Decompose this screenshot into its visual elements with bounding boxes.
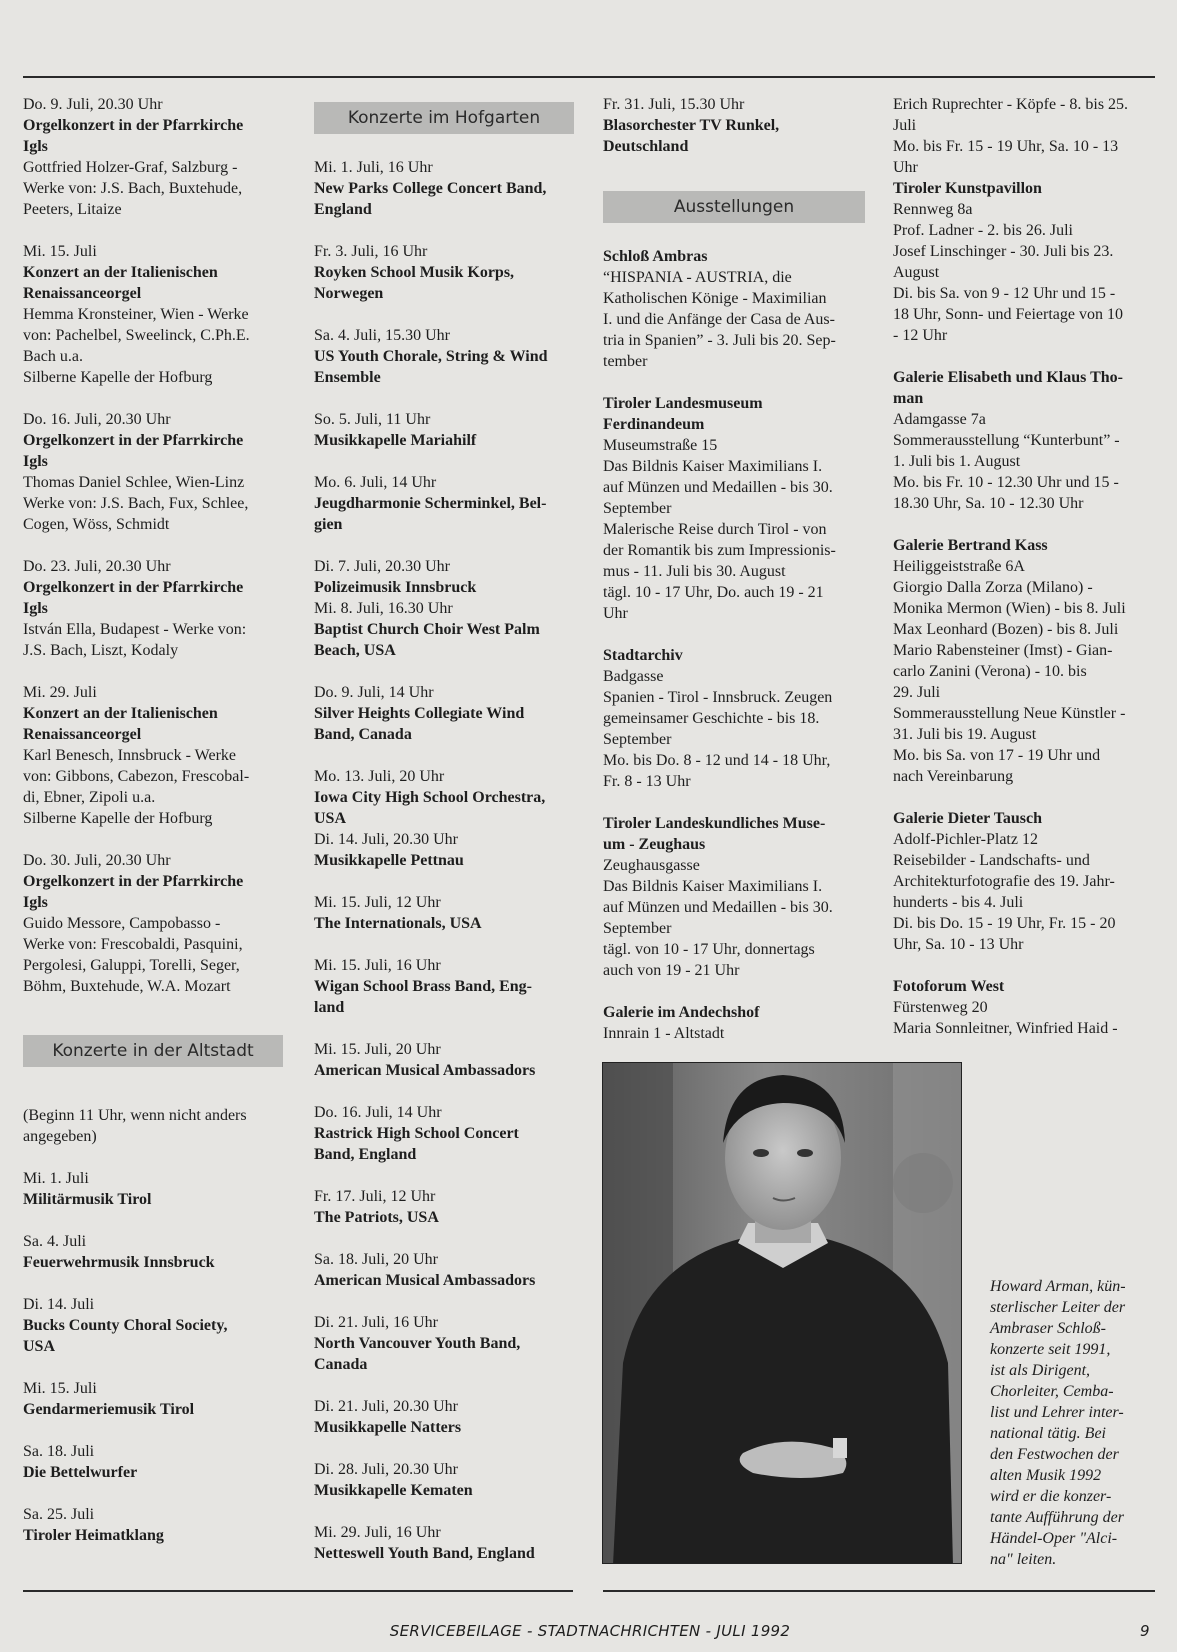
event-date: Mi. 15. Juli [23, 243, 97, 260]
venue-name: Galerie im Andechshof [603, 1004, 760, 1021]
event-item [314, 1396, 574, 1438]
event-item [314, 1039, 574, 1081]
event-title: Polizeimusik Innsbruck [314, 579, 477, 596]
event-date: Mi. 15. Juli [23, 1380, 97, 1397]
exhibition-desc: Erich Ruprechter - Köpfe - 8. bis 25. Juli Mo. bis Fr. 15 - 19 Uhr, Sa. 10 - 13 Uhr [893, 96, 1129, 176]
hofgarten-concerts-list [314, 157, 574, 1564]
exhibition-item [603, 1002, 865, 1044]
event-date: Sa. 4. Juli [23, 1233, 87, 1250]
exhibition-item [603, 645, 865, 792]
event-date: Do. 23. Juli, 20.30 Uhr [23, 558, 171, 575]
event-date: So. 5. Juli, 11 Uhr [314, 411, 431, 428]
portrait-photo [602, 1062, 962, 1564]
exhibition-item [893, 808, 1163, 955]
exhibition-item [893, 535, 1163, 787]
event-date: Mi. 29. Juli [23, 684, 97, 701]
exhibition-item [893, 178, 1163, 346]
event-desc: Gottfried Holzer-Graf, Salzburg - Werke von: J.S. Bach, Buxtehude, Peeters, Litaize [23, 159, 243, 218]
event-date: Mi. 15. Juli, 12 Uhr [314, 894, 441, 911]
top-rule [23, 76, 1155, 78]
column-2 [314, 102, 574, 1585]
event-desc: István Ella, Budapest - Werke von: J.S. Bach, Liszt, Kodaly [23, 621, 247, 659]
venue-name: Galerie Elisabeth und Klaus Tho- man [893, 369, 1123, 407]
event-date: Di. 28. Juli, 20.30 Uhr [314, 1461, 458, 1478]
event-date: Mi. 1. Juli [23, 1170, 89, 1187]
event-item [314, 1312, 574, 1375]
event-item [23, 1294, 283, 1357]
event-title: Iowa City High School Orchestra, USA [314, 789, 546, 827]
event-desc: Karl Benesch, Innsbruck - Werke von: Gibbons, Cabezon, Frescobal- di, Ebner, Zipoli u.a. Silberne Kapelle der Hofburg [23, 747, 250, 827]
column-4 [893, 94, 1163, 1060]
exhibition-desc: “HISPANIA - AUSTRIA, die Katholischen Könige - Maximilian I. und die Anfänge der Casa de Aus- tria in Spanien” - 3. Juli bis 20. Sep- tember [603, 269, 836, 370]
event-date: Do. 16. Juli, 14 Uhr [314, 1104, 442, 1121]
exhibition-desc: Rennweg 8a Prof. Ladner - 2. bis 26. Juli Josef Linschinger - 30. Juli bis 23. August Di. bis Sa. von 9 - 12 Uhr und 15 - 18 Uhr, Sonn- und Feiertage von 10 - 12 Uhr [893, 201, 1123, 344]
event-date: Fr. 17. Juli, 12 Uhr [314, 1188, 436, 1205]
event-item [314, 556, 574, 661]
event-title: The Internationals, USA [314, 915, 482, 932]
event-date: Mi. 8. Juli, 16.30 Uhr [314, 600, 453, 617]
event-title: Royken School Musik Korps, Norwegen [314, 264, 515, 302]
event-item [23, 682, 283, 829]
venue-name: Tiroler Landesmuseum Ferdinandeum [603, 395, 763, 433]
exhibition-item [893, 976, 1163, 1039]
venue-name: Fotoforum West [893, 978, 1005, 995]
event-title: American Musical Ambassadors [314, 1272, 536, 1289]
event-item [23, 1378, 283, 1420]
event-desc: Guido Messore, Campobasso - Werke von: Frescobaldi, Pasquini, Pergolesi, Galuppi, Torelli, Seger, Böhm, Buxtehude, W.A. Mozart [23, 915, 243, 995]
event-title: Blasorchester TV Runkel, Deutschland [603, 117, 780, 155]
event-item [314, 1249, 574, 1291]
venue-name: Schloß Ambras [603, 248, 708, 265]
event-date: Fr. 3. Juli, 16 Uhr [314, 243, 428, 260]
event-date: Do. 9. Juli, 20.30 Uhr [23, 96, 163, 113]
venue-name: Galerie Dieter Tausch [893, 810, 1043, 827]
event-item [314, 1186, 574, 1228]
event-title: North Vancouver Youth Band, Canada [314, 1335, 521, 1373]
event-item [23, 409, 283, 535]
column-3 [603, 94, 865, 1065]
column-1 [23, 94, 283, 1567]
venue-name: Tiroler Landeskundliches Muse- um - Zeughaus [603, 815, 826, 853]
section-header-hofgarten: Konzerte im Hofgarten [314, 102, 574, 134]
section-header-ausstellungen: Ausstellungen [603, 191, 865, 223]
section-note: (Beginn 11 Uhr, wenn nicht anders angegeben) [23, 1107, 247, 1145]
exhibition-desc: Museumstraße 15 Das Bildnis Kaiser Maximilians I. auf Münzen und Medaillen - bis 30. September Malerische Reise durch Tirol - von der Romantik bis zum Impressionis- mus - 11. Juli bis 30. August tägl. 10 - 17 Uhr, Do. auch 19 - 21 Uhr [603, 437, 836, 622]
event-date: Sa. 18. Juli [23, 1443, 95, 1460]
event-title: Orgelkonzert in der Pfarrkirche Igls [23, 432, 244, 470]
event-title: Musikkapelle Natters [314, 1419, 462, 1436]
event-title: Konzert an der Italienischen Renaissanceorgel [23, 264, 218, 302]
event-date: Mi. 15. Juli, 16 Uhr [314, 957, 441, 974]
event-item [23, 241, 283, 388]
event-title: Militärmusik Tirol [23, 1191, 152, 1208]
portrait-illustration [603, 1063, 962, 1564]
exhibition-desc: Adolf-Pichler-Platz 12 Reisebilder - Landschafts- und Architekturfotografie des 19. Jahr- hunderts - bis 4. Juli Di. bis Do. 15 - 19 Uhr, Fr. 15 - 20 Uhr, Sa. 10 - 13 Uhr [893, 831, 1116, 953]
event-title: Musikkapelle Mariahilf [314, 432, 477, 449]
event-date: Di. 7. Juli, 20.30 Uhr [314, 558, 450, 575]
exhibition-item [603, 393, 865, 624]
exhibition-desc: Badgasse Spanien - Tirol - Innsbruck. Zeugen gemeinsamer Geschichte - bis 18. September Mo. bis Do. 8 - 12 und 14 - 18 Uhr, Fr. 8 - 13 Uhr [603, 668, 833, 790]
event-title: Feuerwehrmusik Innsbruck [23, 1254, 215, 1271]
bottom-rule-right [603, 1590, 1155, 1592]
event-title: Orgelkonzert in der Pfarrkirche Igls [23, 117, 244, 155]
event-item [23, 1168, 283, 1210]
venue-name: Stadtarchiv [603, 647, 683, 664]
event-date: Do. 16. Juli, 20.30 Uhr [23, 411, 171, 428]
event-title: Musikkapelle Kematen [314, 1482, 473, 1499]
event-title: Silver Heights Collegiate Wind Band, Canada [314, 705, 525, 743]
event-item [314, 682, 574, 745]
event-date: Mi. 15. Juli, 20 Uhr [314, 1041, 441, 1058]
exhibitions-list [603, 246, 865, 1044]
event-item [314, 766, 574, 871]
event-item [314, 409, 574, 451]
event-date: Di. 21. Juli, 16 Uhr [314, 1314, 438, 1331]
event-date: Mo. 6. Juli, 14 Uhr [314, 474, 437, 491]
event-title: Wigan School Brass Band, Eng- land [314, 978, 532, 1016]
exhibition-item [893, 94, 1163, 178]
organ-concerts-list [23, 94, 283, 997]
event-item [23, 556, 283, 661]
event-title: Gendarmeriemusik Tirol [23, 1401, 195, 1418]
event-item [23, 1504, 283, 1546]
exhibition-item [893, 367, 1163, 514]
event-item [314, 472, 574, 535]
event-title: Netteswell Youth Band, England [314, 1545, 535, 1562]
event-title: The Patriots, USA [314, 1209, 439, 1226]
bottom-rule-left [23, 1590, 573, 1592]
photo-caption: Howard Arman, kün- sterlischer Leiter der Ambraser Schloß- konzerte seit 1991, ist als Dirigent, Chorleiter, Cemba- list und Lehrer inter- national tätig. Bei den Festwochen der alten Musik 1992 wird er die konzer- tante Aufführung der Händel-Oper "Alci- na" leiten. [990, 1278, 1126, 1568]
event-date: Do. 30. Juli, 20.30 Uhr [23, 852, 171, 869]
event-title: Rastrick High School Concert Band, England [314, 1125, 519, 1163]
event-item [314, 1522, 574, 1564]
event-item [314, 325, 574, 388]
event-item [603, 94, 865, 157]
event-item [23, 94, 283, 220]
page-number: 9 [1140, 1622, 1150, 1640]
event-title: Baptist Church Choir West Palm Beach, USA [314, 621, 540, 659]
event-title: Musikkapelle Pettnau [314, 852, 464, 869]
event-item [23, 850, 283, 997]
event-item [314, 1102, 574, 1165]
event-title: Konzert an der Italienischen Renaissanceorgel [23, 705, 218, 743]
venue-name: Galerie Bertrand Kass [893, 537, 1048, 554]
exhibition-desc: Adamgasse 7a Sommerausstellung “Kunterbunt” - 1. Juli bis 1. August Mo. bis Fr. 10 - 12.30 Uhr und 15 - 18.30 Uhr, Sa. 10 - 12.30 Uhr [893, 411, 1120, 512]
event-date: Di. 21. Juli, 20.30 Uhr [314, 1398, 458, 1415]
event-date: Mo. 13. Juli, 20 Uhr [314, 768, 445, 785]
event-date: Sa. 4. Juli, 15.30 Uhr [314, 327, 450, 344]
event-item [314, 241, 574, 304]
event-date: Fr. 31. Juli, 15.30 Uhr [603, 96, 745, 113]
section-header-altstadt: Konzerte in der Altstadt [23, 1035, 283, 1067]
event-item [23, 1441, 283, 1483]
event-date: Mi. 1. Juli, 16 Uhr [314, 159, 433, 176]
event-item [314, 955, 574, 1018]
event-date: Mi. 29. Juli, 16 Uhr [314, 1524, 441, 1541]
event-title: Tiroler Heimatklang [23, 1527, 164, 1544]
event-date: Sa. 25. Juli [23, 1506, 95, 1523]
event-title: Jeugdharmonie Scherminkel, Bel- gien [314, 495, 547, 533]
exhibition-desc: Heiliggeiststraße 6A Giorgio Dalla Zorza (Milano) - Monika Mermon (Wien) - bis 8. Juli Max Leonhard (Bozen) - bis 8. Juli Mario Rabensteiner (Imst) - Gian- carlo Zanini (Verona) - 10. bis 29. Juli Sommerausstellung Neue Künstler - 31. Juli bis 19. August Mo. bis Sa. von 17 - 19 Uhr und nach Vereinbarung [893, 558, 1126, 785]
exhibition-desc: Fürstenweg 20 Maria Sonnleitner, Winfried Haid - [893, 999, 1118, 1037]
event-title: Orgelkonzert in der Pfarrkirche Igls [23, 873, 244, 911]
exhibition-desc: Innrain 1 - Altstadt [603, 1025, 725, 1042]
event-title: Orgelkonzert in der Pfarrkirche Igls [23, 579, 244, 617]
event-desc: Thomas Daniel Schlee, Wien-Linz Werke von: J.S. Bach, Fux, Schlee, Cogen, Wöss, Schmidt [23, 474, 249, 533]
altstadt-concerts-list [23, 1168, 283, 1546]
page-footer: SERVICEBEILAGE - STADTNACHRICHTEN - JULI 1992 [389, 1622, 791, 1640]
event-date: Di. 14. Juli [23, 1296, 95, 1313]
event-item [314, 157, 574, 220]
event-title: New Parks College Concert Band, England [314, 180, 547, 218]
event-desc: Hemma Kronsteiner, Wien - Werke von: Pachelbel, Sweelinck, C.Ph.E. Bach u.a. Silberne Kapelle der Hofburg [23, 306, 250, 386]
event-item [314, 892, 574, 934]
exhibition-item [603, 246, 865, 372]
event-title: American Musical Ambassadors [314, 1062, 536, 1079]
venue-name: Tiroler Kunstpavillon [893, 180, 1042, 197]
exhibition-desc: Zeughausgasse Das Bildnis Kaiser Maximilians I. auf Münzen und Medaillen - bis 30. September tägl. von 10 - 17 Uhr, donnertags auch von 19 - 21 Uhr [603, 857, 833, 979]
event-title: US Youth Chorale, String & Wind Ensemble [314, 348, 548, 386]
exhibition-item [603, 813, 865, 981]
event-item [23, 1231, 283, 1273]
event-date: Di. 14. Juli, 20.30 Uhr [314, 831, 458, 848]
event-title: Bucks County Choral Society, USA [23, 1317, 228, 1355]
event-title: Die Bettelwurfer [23, 1464, 138, 1481]
event-date: Sa. 18. Juli, 20 Uhr [314, 1251, 438, 1268]
event-item [314, 1459, 574, 1501]
event-date: Do. 9. Juli, 14 Uhr [314, 684, 434, 701]
